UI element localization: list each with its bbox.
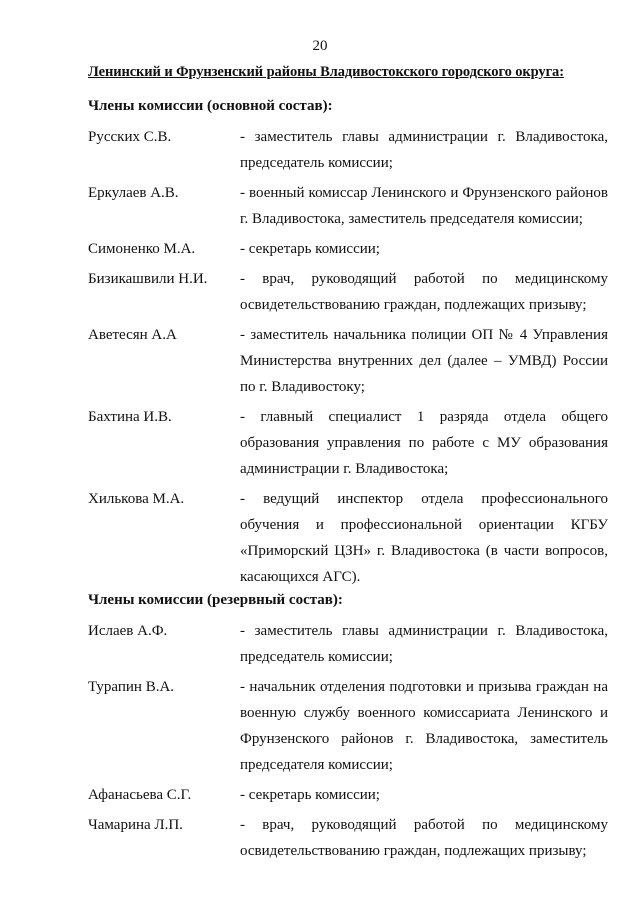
member-name: Симоненко М.А. (88, 241, 196, 257)
member-row (88, 266, 608, 318)
district-title: Ленинский и Фрунзенский районы Владивостокского городского округа: (88, 64, 564, 80)
member-name: Ислаев А.Ф. (88, 623, 168, 639)
main-composition-heading: Члены комиссии (основной состав): (88, 98, 333, 114)
member-row (88, 236, 608, 262)
member-role: - ведущий инспектор отдела профессионального обучения и профессиональной ориентации КГБУ «Приморский ЦЗН» г. Владивостока (в части вопросов, касающихся АГС). (240, 491, 608, 585)
page-number: 20 (312, 38, 328, 54)
member-name: Аветесян А.А (88, 327, 177, 343)
member-role: - заместитель начальника полиции ОП № 4 Управления Министерства внутренних дел (далее – УМВД) России по г. Владивостоку; (240, 327, 608, 395)
member-role: - военный комиссар Ленинского и Фрунзенского районов г. Владивостока, заместитель председателя комиссии; (240, 185, 608, 227)
member-row (88, 618, 608, 670)
member-name: Еркулаев А.В. (88, 185, 179, 201)
member-name: Турапин В.А. (88, 679, 175, 695)
reserve-members-list (88, 618, 608, 864)
member-row (88, 812, 608, 864)
member-role: - заместитель главы администрации г. Владивостока, председатель комиссии; (240, 623, 608, 665)
reserve-composition-heading: Члены комиссии (резервный состав): (88, 592, 343, 608)
member-row (88, 180, 608, 232)
member-role: - начальник отделения подготовки и призыва граждан на военную службу военного комиссариата Ленинского и Фрунзенского районов г. Владивостока, заместитель председателя комиссии; (240, 679, 608, 773)
member-row (88, 486, 608, 590)
member-row (88, 124, 608, 176)
member-role: - врач, руководящий работой по медицинскому освидетельствованию граждан, подлежащих призыву; (240, 817, 608, 859)
main-composition-section (88, 96, 608, 594)
member-row (88, 322, 608, 400)
member-row (88, 404, 608, 482)
member-row (88, 674, 608, 778)
member-name: Бизикашвили Н.И. (88, 271, 208, 287)
member-role: - секретарь комиссии; (240, 241, 380, 257)
reserve-composition-section (88, 590, 608, 868)
member-name: Афанасьева С.Г. (88, 787, 192, 803)
member-role: - врач, руководящий работой по медицинскому освидетельствованию граждан, подлежащих призыву; (240, 271, 608, 313)
member-role: - секретарь комиссии; (240, 787, 380, 803)
member-name: Русских С.В. (88, 129, 172, 145)
member-role: - заместитель главы администрации г. Владивостока, председатель комиссии; (240, 129, 608, 171)
main-members-list (88, 124, 608, 590)
member-name: Бахтина И.В. (88, 409, 172, 425)
member-name: Хилькова М.А. (88, 491, 185, 507)
member-name: Чамарина Л.П. (88, 817, 183, 833)
member-role: - главный специалист 1 разряда отдела общего образования управления по работе с МУ образования администрации г. Владивостока; (240, 409, 608, 477)
member-row (88, 782, 608, 808)
